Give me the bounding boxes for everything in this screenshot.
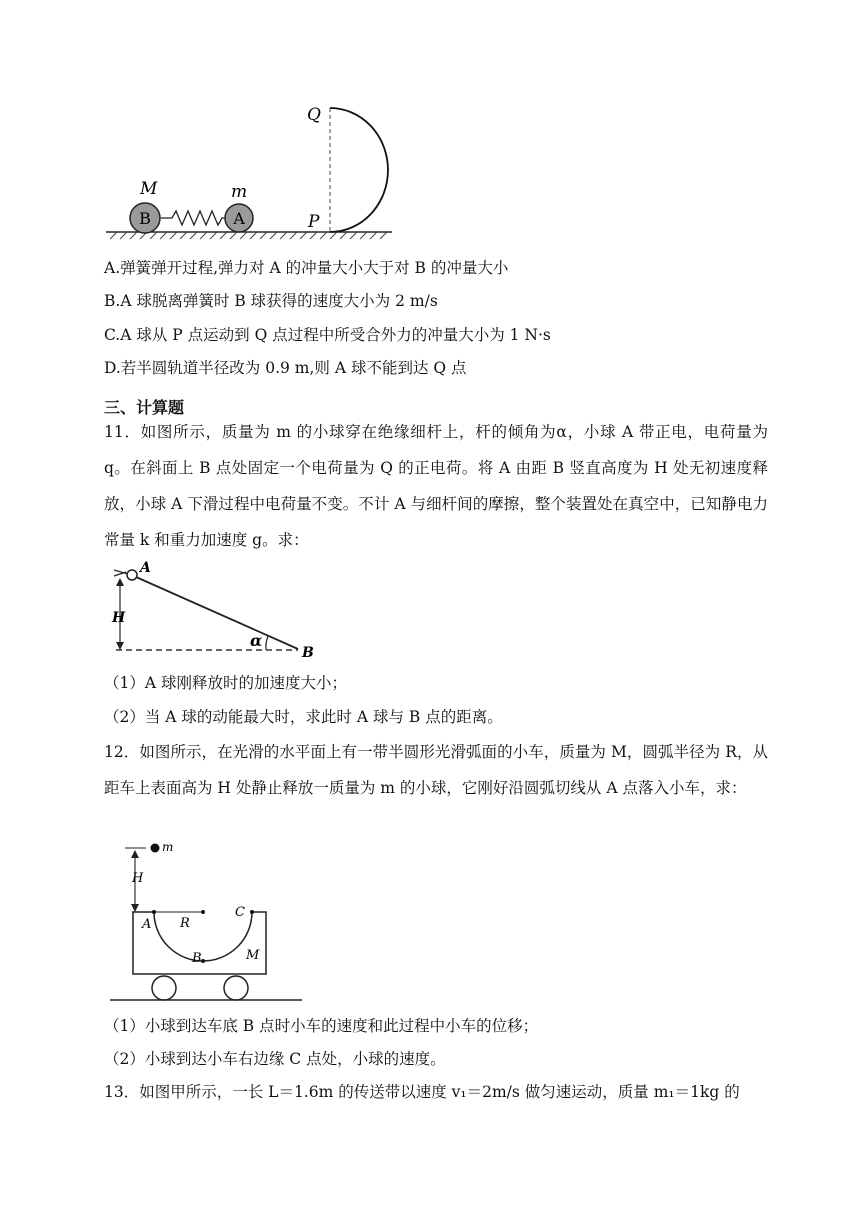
label-m-small: m [162,840,174,854]
ball-b-label: B [139,209,151,228]
label-h: H [112,610,126,626]
label-b: B [302,645,314,661]
cart-figure [108,836,308,1006]
q11-sub2: （2）当 A 球的动能最大时，求此时 A 球与 B 点的距离。 [104,708,503,726]
q12-sub2: （2）小球到达小车右边缘 C 点处，小球的速度。 [104,1050,446,1068]
section-title: 三、计算题 [104,398,185,417]
semicircle-track [330,108,388,232]
incline-rod-figure [108,558,328,662]
option-a: A.弹簧弹开过程,弹力对 A 的冲量大小大于对 B 的冲量大小 [104,259,509,277]
label-m-upper: M [140,179,158,199]
label-c: C [235,905,245,920]
option-b: B.A 球脱离弹簧时 B 球获得的速度大小为 2 m/s [104,292,438,310]
label-h: H [132,871,144,886]
ball-a-icon [127,570,137,580]
ball-a-label: A [233,209,245,228]
label-q: Q [307,105,321,125]
spring [161,211,225,225]
option-d: D.若半圆轨道半径改为 0.9 m,则 A 球不能到达 Q 点 [104,359,467,377]
wheel-left [152,976,176,1000]
q11-text: 11．如图所示，质量为 m 的小球穿在绝缘细杆上，杆的倾角为α，小球 A 带正电，电荷量为 q。在斜面上 B 点处固定一个电荷量为 Q 的正电荷。将 A 由距 B 竖直高度为 H 处无初速度释放，小球 A 下滑过程中电荷量不变。不计 A 与细杆间的摩擦，整个装置处在真空中，已知静电力常量 k 和重力加速度 g。求： [104,423,768,549]
label-a: A [142,917,152,932]
option-c: C.A 球从 P 点运动到 Q 点过程中所受合外力的冲量大小为 1 N·s [104,326,551,344]
label-b: B [192,951,202,966]
wheel-right [224,976,248,1000]
label-alpha: α [250,631,263,650]
q11-sub1: （1）A 球刚释放时的加速度大小； [104,674,347,692]
label-m-big: M [246,948,260,963]
spring-track-figure [100,96,410,246]
rod [136,577,298,649]
label-m-lower: m [231,182,248,202]
label-p: P [308,212,320,232]
q12-text: 12．如图所示，在光滑的水平面上有一带半圆形光滑弧面的小车，质量为 M，圆弧半径为 R，从距车上表面高为 H 处静止释放一质量为 m 的小球，它刚好沿圆弧切线从 A 点落入小车，求： [104,743,768,797]
q13-text: 13．如图甲所示，一长 L＝1.6m 的传送带以速度 v₁＝2m/s 做匀速运动，质量 m₁＝1kg 的 [104,1083,740,1101]
small-ball [151,844,160,853]
q12-sub1: （1）小球到达车底 B 点时小车的速度和此过程中小车的位移； [104,1017,539,1035]
label-a: A [140,560,151,576]
label-r: R [180,916,190,931]
